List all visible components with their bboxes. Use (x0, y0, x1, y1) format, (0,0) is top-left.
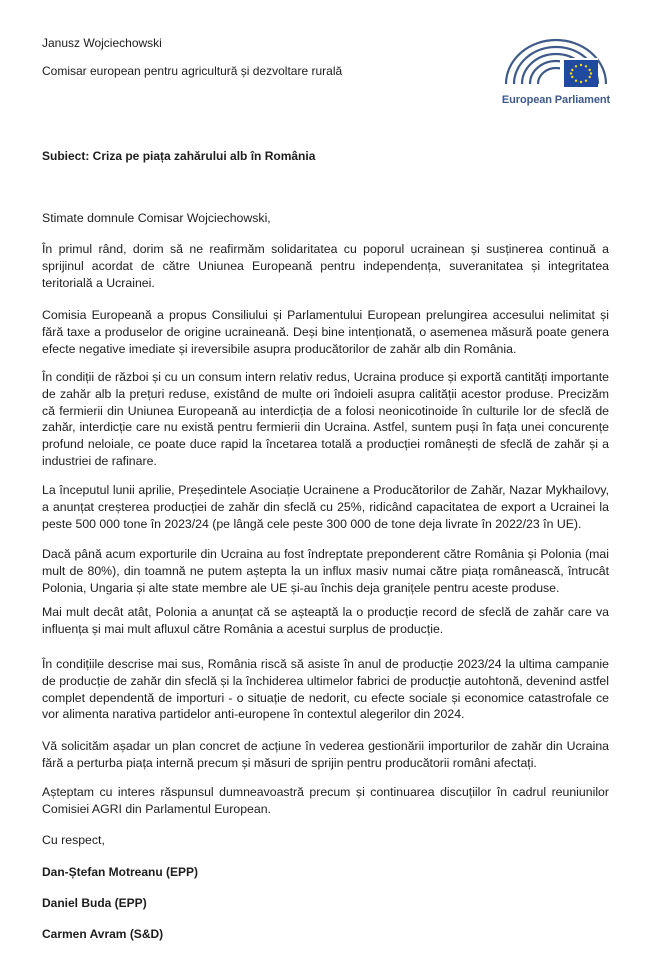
paragraph-5: Dacă până acum exporturile din Ucraina au fost îndreptate preponderent către România și Polonia (mai mult de 80%), din toamnă ne putem aștepta la un influx masiv numai către piața românească, întrucât Polonia, Ungaria și alte state membre ale UE și-au închis deja granițele pentru aceste produse. (42, 547, 609, 595)
paragraph-1: În primul rând, dorim să ne reafirmăm solidaritatea cu poporul ucrainean și susținerea continuă a sprijinul acordat de către Uniunea Europeană pentru independența, suveranitatea și integritatea teritorială a Ucrainei. (42, 242, 609, 290)
paragraph-7: În condițiile descrise mai sus, România riscă să asiste în anul de producție 2023/24 la ultima campanie de producție de zahăr din sfeclă și la închiderea ultimelor fabrici de producție autohtonă, devenind astfel complet dependentă de importuri - o situație de nedorit, cu efecte sociale și economice catastrofale ce vor alimenta narativa partidelor anti-europene în contextul alegerilor din 2024. (42, 657, 609, 722)
paragraph-8: Vă solicităm așadar un plan concret de acțiune în vederea gestionării importurilor de zahăr din Ucraina fără a perturba piața internă precum și măsuri de sprijin pentru producătorii români afectați. (42, 739, 609, 770)
signatory-1: Dan-Ștefan Motreanu (EPP) (42, 865, 199, 879)
letter-subject: Subiect: Criza pe piața zahărului alb în România (42, 149, 316, 163)
signatory-2: Daniel Buda (EPP) (42, 896, 147, 910)
hemicycle-icon (500, 32, 612, 92)
paragraph-9: Așteptam cu interes răspunsul dumneavoastră precum și continuarea discuțiilor în cadrul reuniunilor Comisiei AGRI din Parlamentul European. (42, 785, 609, 816)
logo-wordmark: European Parliament (501, 94, 611, 106)
addressee-title: Comisar european pentru agricultură și dezvoltare rurală (42, 64, 343, 78)
salutation: Stimate domnule Comisar Wojciechowski, (42, 211, 271, 225)
paragraph-6: Mai mult decât atât, Polonia a anunțat că se așteaptă la o producție record de sfeclă de zahăr care va influența și mai mult afluxul către România a acestui surplus de producție. (42, 605, 609, 636)
paragraph-2: Comisia Europeană a propus Consiliului și Parlamentului European prelungirea accesului nelimitat și fără taxe a produselor de origine ucraineană. Deși bine intenționată, o asemenea măsură poate genera efecte negative imediate și ireversibile asupra producătorilor de zahăr alb din România. (42, 308, 609, 356)
paragraph-4: La începutul lunii aprilie, Președintele Asociație Ucrainene a Producătorilor de Zahăr, Nazar Mykhailovy, a anunțat creșterea producției de zahăr din sfeclă cu 25%, ridicând capacitatea de export a Ucrainei la peste 500 000 tone în 2023/24 (pe lângă cele peste 300 000 de tone deja livrate în 2022/23 în UE). (42, 483, 609, 531)
closing-line: Cu respect, (42, 833, 105, 847)
paragraph-3: În condiții de război și cu un consum intern relativ redus, Ucraina produce și exportă cantități importante de zahăr alb la prețuri reduse, existând de multe ori îndoieli asupra calității acestor produse. Precizăm că fermierii din Uniunea Europeană au interdicția de a folosi neonicotinoide în culturile lor de sfeclă de zahăr, interdicție care nu există pentru fermierii din Ucraina. Astfel, suntem puși în fața unei concurențe profund neloiale, ce poate duce rapid la încetarea totală a producției românești de sfeclă de zahăr și a industriei de rafinare. (42, 370, 609, 468)
signatory-3: Carmen Avram (S&D) (42, 927, 164, 941)
addressee-name: Janusz Wojciechowski (42, 36, 162, 50)
european-parliament-logo (500, 32, 612, 112)
